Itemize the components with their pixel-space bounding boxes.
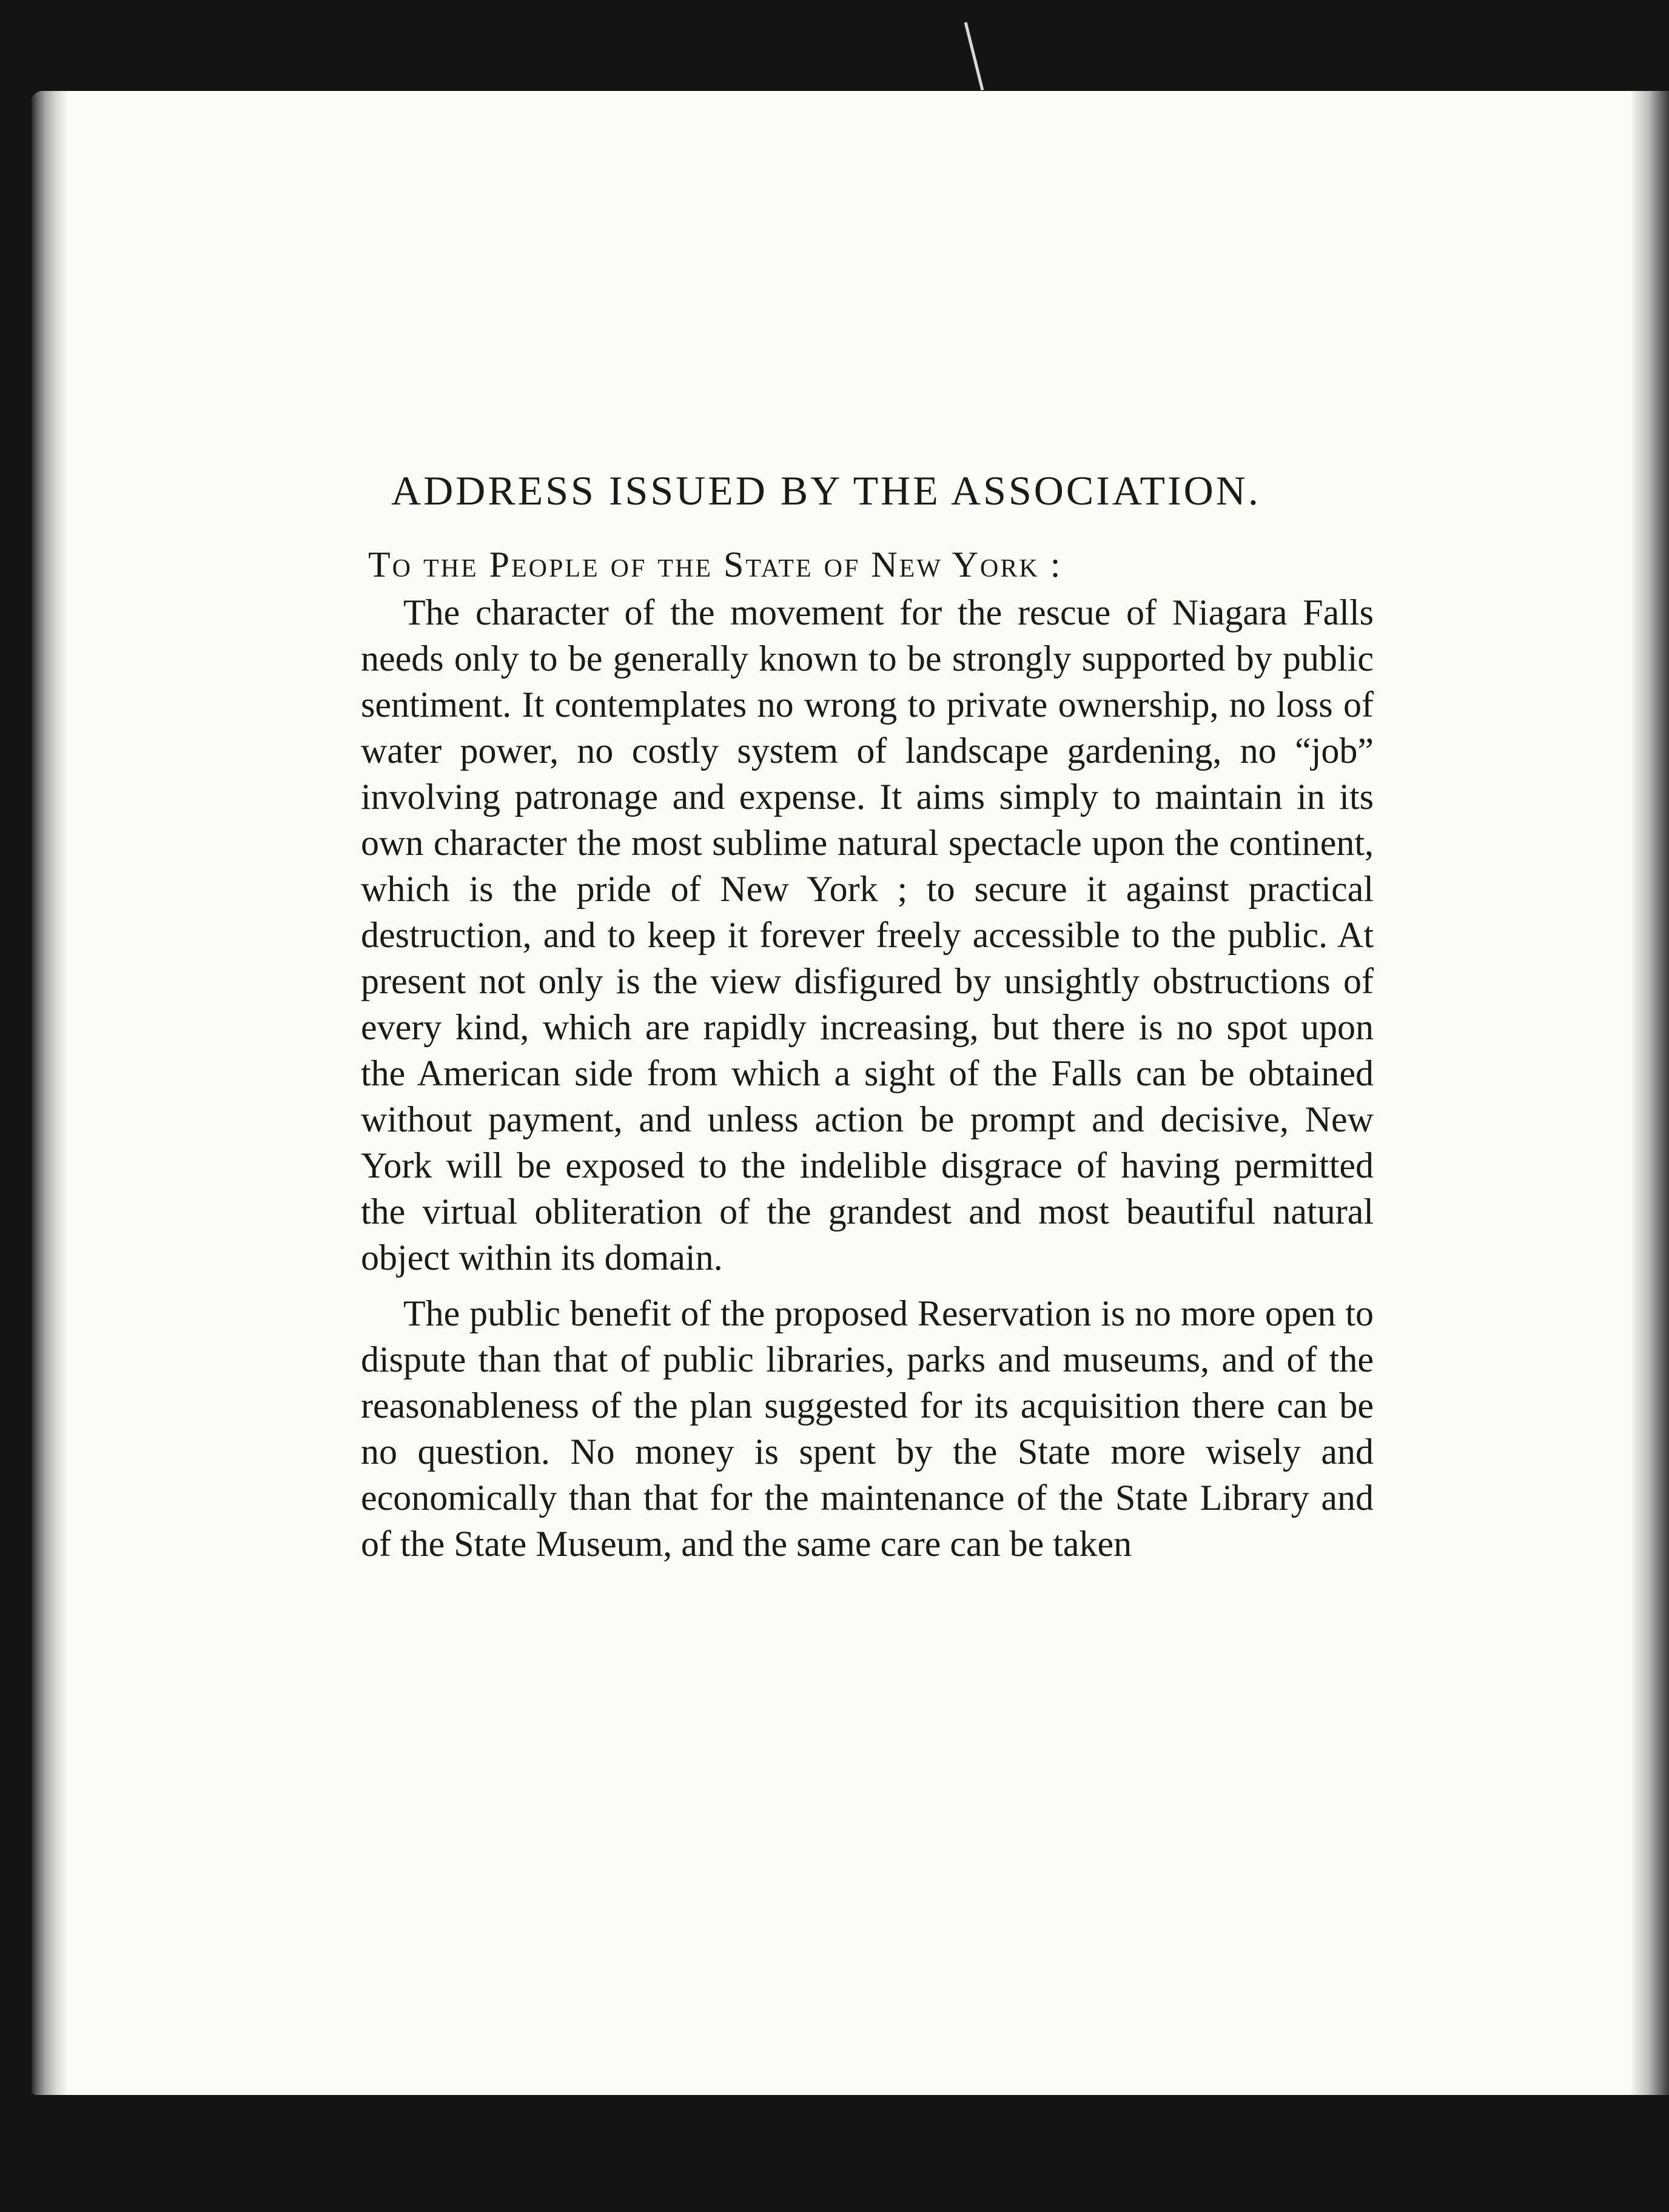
page-title: ADDRESS ISSUED BY THE ASSOCIATION. [391,468,1261,514]
book-binding-edge [32,91,67,2095]
salutation: To the People of the State of New York : [368,545,1063,585]
page-right-shadow [1631,91,1669,2095]
paragraph-2: The public benefit of the proposed Reservation is no more open to dispute than that of public libraries, parks and museums, and of the reasonableness of the plan suggested for its acquisition there can be no question. No money is spent by the State more wisely and economically than that for the maintenance of the State Library and of the State Museum, and the same care can be taken [361,1293,1374,1564]
scan-artifact-mark [958,22,984,92]
page-content [361,467,1374,1577]
paragraph-1: The character of the movement for the rescue of Niagara Falls needs only to be generally known to be strongly supported by public sentiment. It contemplates no wrong to private ownership, no loss of water power, no costly system of landscape gardening, no “job” involving patronage and expense. It aims simply to maintain in its own character the most sublime natural spectacle upon the continent, which is the pride of New York ; to secure it against practical destruction, and to keep it forever freely accessible to the public. At present not only is the view disfigured by unsightly obstructions of every kind, which are rapidly increasing, but there is no spot upon the American side from which a sight of the Falls can be obtained without payment, and unless action be prompt and decisive, New York will be exposed to the indelible disgrace of having permitted the virtual obliteration of the grandest and most beautiful natural object within its domain. [361,592,1374,1278]
